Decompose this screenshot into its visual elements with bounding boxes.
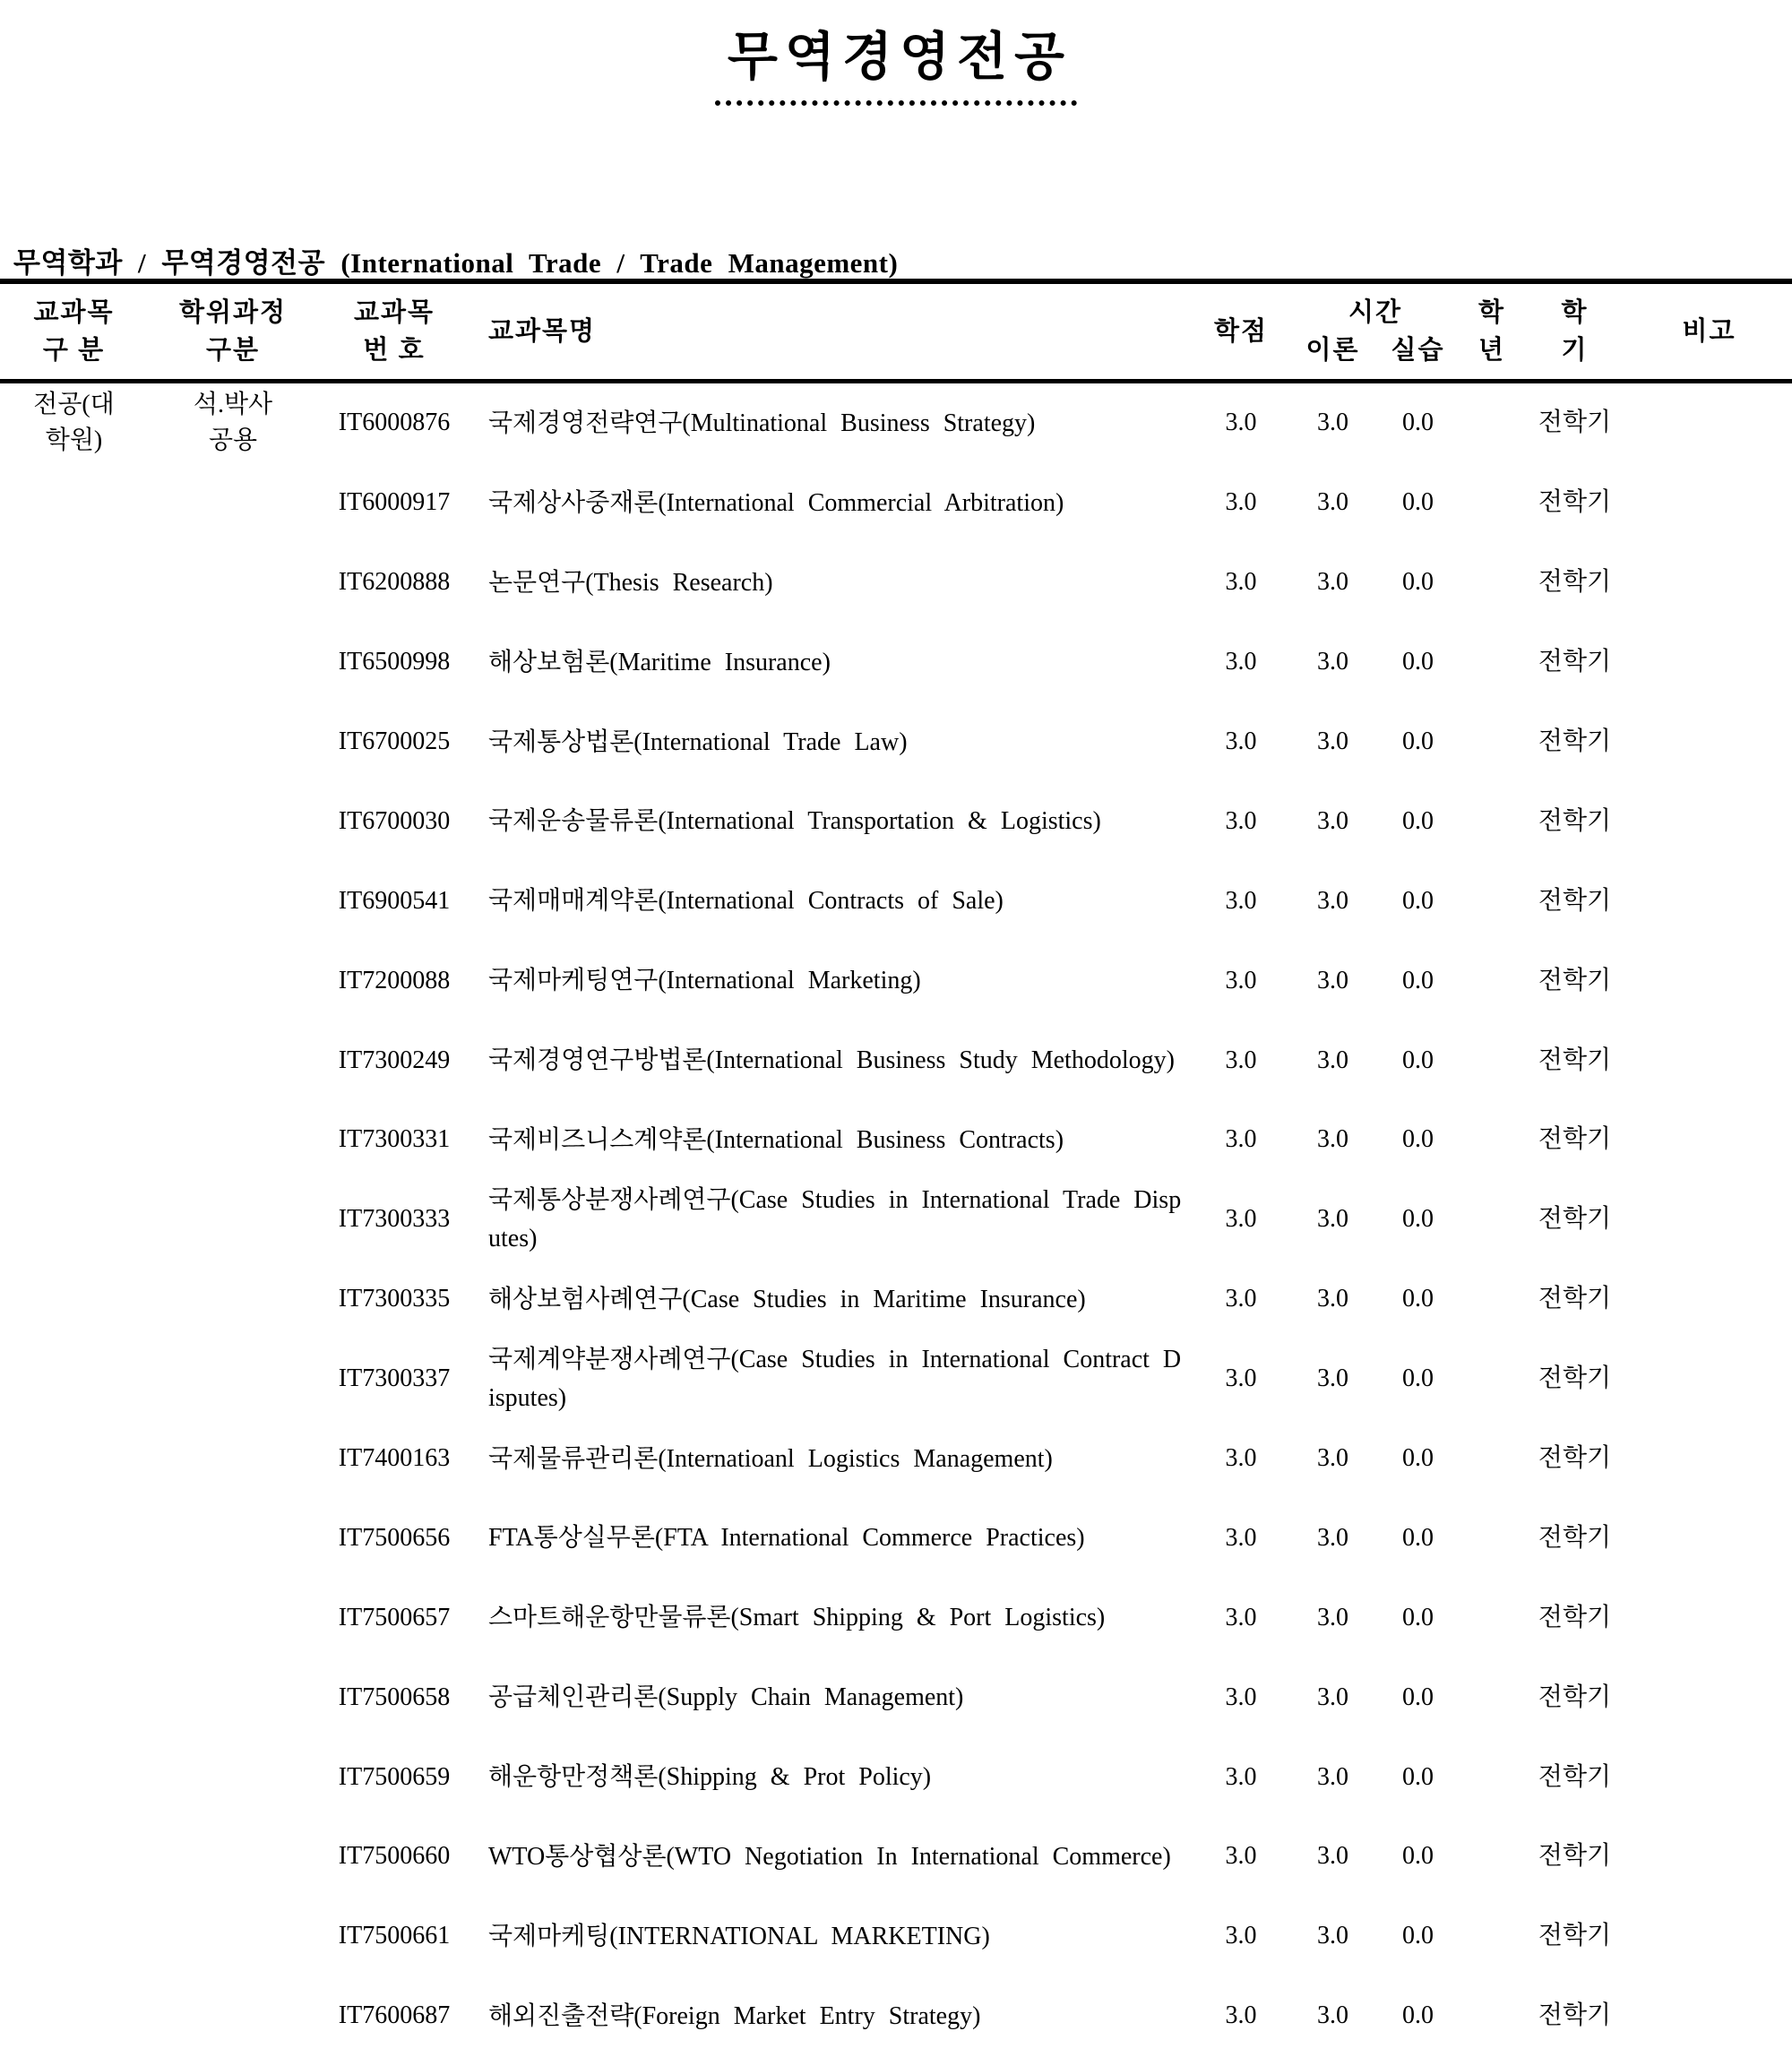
cell-year bbox=[1460, 941, 1523, 1020]
cell-credits: 3.0 bbox=[1225, 966, 1257, 994]
cell-course-category bbox=[0, 1020, 148, 1100]
header-degree-program-line2: 구분 bbox=[205, 336, 261, 365]
cell-year bbox=[1460, 1657, 1523, 1737]
cell-practice-hours: 0.0 bbox=[1402, 1046, 1434, 1074]
cell-remarks bbox=[1626, 1817, 1792, 1897]
cell-course-name-wrap bbox=[470, 1578, 1192, 1657]
cell-year bbox=[1460, 1180, 1523, 1260]
cell-remarks bbox=[1626, 941, 1792, 1020]
cell-semester: 전학기 bbox=[1538, 488, 1612, 517]
table-row bbox=[0, 1897, 1792, 1976]
cell-course-name-wrap bbox=[470, 1976, 1192, 2056]
cell-course-name: 해상보험사례연구(Case Studies in Maritime Insurance) bbox=[488, 1285, 1086, 1313]
cell-semester: 전학기 bbox=[1538, 568, 1612, 597]
cell-year bbox=[1460, 1976, 1523, 2056]
cell-remarks bbox=[1626, 1578, 1792, 1657]
cell-year bbox=[1460, 1419, 1523, 1499]
cell-course-category bbox=[0, 1817, 148, 1897]
cell-year bbox=[1460, 1817, 1523, 1897]
header-semester-line2: 기 bbox=[1561, 336, 1589, 365]
cell-theory-hours: 3.0 bbox=[1317, 648, 1348, 676]
cell-theory-hours: 3.0 bbox=[1317, 488, 1348, 517]
cell-course-category: 전공(대 학원) bbox=[33, 391, 115, 455]
cell-semester: 전학기 bbox=[1538, 806, 1612, 835]
table-row bbox=[0, 1260, 1792, 1339]
cell-theory-hours: 3.0 bbox=[1317, 1603, 1348, 1631]
cell-credits: 3.0 bbox=[1225, 806, 1257, 835]
cell-year bbox=[1460, 1897, 1523, 1976]
cell-credits: 3.0 bbox=[1225, 727, 1257, 755]
cell-theory-hours: 3.0 bbox=[1317, 1285, 1348, 1313]
cell-course-number: IT6700025 bbox=[338, 727, 451, 755]
cell-semester: 전학기 bbox=[1538, 1603, 1612, 1631]
table-row bbox=[0, 1419, 1792, 1499]
cell-credits: 3.0 bbox=[1225, 1125, 1257, 1154]
cell-remarks bbox=[1626, 702, 1792, 782]
header-hours: 시간 bbox=[1348, 298, 1403, 327]
cell-course-name-wrap bbox=[470, 1260, 1192, 1339]
cell-course-number: IT6000876 bbox=[338, 409, 451, 437]
cell-credits: 3.0 bbox=[1225, 1205, 1257, 1234]
cell-course-number: IT7500659 bbox=[338, 1762, 451, 1791]
cell-course-name: 국제통상법론(International Trade Law) bbox=[488, 727, 908, 756]
header-theory: 이론 bbox=[1305, 336, 1360, 365]
cell-course-name-wrap bbox=[470, 1419, 1192, 1499]
cell-course-name: 국제경영전략연구(Multinational Business Strategy) bbox=[488, 409, 1036, 437]
cell-course-name-wrap bbox=[470, 1897, 1192, 1976]
cell-theory-hours: 3.0 bbox=[1317, 1046, 1348, 1074]
cell-course-number: IT7600687 bbox=[338, 2001, 451, 2030]
header-course-category-line2: 구 분 bbox=[42, 336, 106, 365]
cell-course-name: 국제마케팅(INTERNATIONAL MARKETING) bbox=[488, 1922, 990, 1950]
cell-course-name: 국제계약분쟁사례연구(Case Studies in International Contract Disputes) bbox=[488, 1346, 1182, 1413]
cell-course-number: IT6700030 bbox=[338, 806, 451, 835]
cell-credits: 3.0 bbox=[1225, 1046, 1257, 1074]
table-row bbox=[0, 1180, 1792, 1260]
header-hours-group bbox=[1290, 284, 1460, 379]
cell-course-category bbox=[0, 941, 148, 1020]
cell-course-name: 국제매매계약론(International Contracts of Sale) bbox=[488, 887, 1004, 916]
cell-remarks bbox=[1626, 781, 1792, 861]
cell-practice-hours: 0.0 bbox=[1402, 648, 1434, 676]
cell-degree-program bbox=[148, 1578, 318, 1657]
cell-remarks bbox=[1626, 1737, 1792, 1817]
cell-remarks bbox=[1626, 1419, 1792, 1499]
cell-remarks bbox=[1626, 543, 1792, 623]
cell-course-category bbox=[0, 1737, 148, 1817]
cell-credits: 3.0 bbox=[1225, 1762, 1257, 1791]
cell-practice-hours: 0.0 bbox=[1402, 1523, 1434, 1552]
cell-semester: 전학기 bbox=[1538, 886, 1612, 915]
cell-degree-program: 석.박사 공용 bbox=[193, 391, 273, 455]
cell-course-name: 국제경영연구방법론(International Business Study Methodology) bbox=[488, 1046, 1175, 1075]
cell-course-name: 해운항만정책론(Shipping & Prot Policy) bbox=[488, 1763, 932, 1792]
header-course-number bbox=[318, 284, 470, 379]
cell-course-category bbox=[0, 1339, 148, 1419]
cell-practice-hours: 0.0 bbox=[1402, 1285, 1434, 1313]
cell-year bbox=[1460, 1260, 1523, 1339]
cell-course-name: FTA통상실무론(FTA International Commerce Practices) bbox=[488, 1524, 1085, 1553]
cell-course-name-wrap bbox=[470, 463, 1192, 543]
cell-year bbox=[1460, 1100, 1523, 1180]
cell-practice-hours: 0.0 bbox=[1402, 409, 1434, 437]
header-year-line1: 학 bbox=[1478, 298, 1505, 327]
cell-theory-hours: 3.0 bbox=[1317, 1364, 1348, 1393]
header-year bbox=[1460, 284, 1523, 379]
cell-course-number: IT7500658 bbox=[338, 1683, 451, 1711]
page-title: 무역경영전공 bbox=[715, 14, 1077, 106]
cell-year bbox=[1460, 463, 1523, 543]
cell-course-name: 논문연구(Thesis Research) bbox=[488, 568, 773, 597]
cell-semester: 전학기 bbox=[1538, 1762, 1612, 1791]
cell-year bbox=[1460, 543, 1523, 623]
cell-credits: 3.0 bbox=[1225, 1842, 1257, 1871]
cell-course-number: IT7200088 bbox=[338, 966, 451, 994]
cell-practice-hours: 0.0 bbox=[1402, 568, 1434, 597]
cell-credits: 3.0 bbox=[1225, 1922, 1257, 1950]
cell-degree-program bbox=[148, 1498, 318, 1578]
cell-semester: 전학기 bbox=[1538, 1683, 1612, 1711]
table-row bbox=[0, 623, 1792, 702]
cell-year bbox=[1460, 1737, 1523, 1817]
cell-theory-hours: 3.0 bbox=[1317, 966, 1348, 994]
cell-degree-program bbox=[148, 1419, 318, 1499]
cell-theory-hours: 3.0 bbox=[1317, 806, 1348, 835]
table-row bbox=[0, 1817, 1792, 1897]
cell-course-name-wrap bbox=[470, 1180, 1192, 1260]
cell-theory-hours: 3.0 bbox=[1317, 1205, 1348, 1234]
cell-practice-hours: 0.0 bbox=[1402, 1683, 1434, 1711]
cell-course-name-wrap bbox=[470, 543, 1192, 623]
cell-course-number: IT6000917 bbox=[338, 488, 451, 517]
cell-course-category bbox=[0, 1578, 148, 1657]
cell-remarks bbox=[1626, 1260, 1792, 1339]
cell-remarks bbox=[1626, 1657, 1792, 1737]
header-course-category-line1: 교과목 bbox=[33, 298, 115, 327]
cell-course-name-wrap bbox=[470, 1498, 1192, 1578]
cell-course-name: 국제비즈니스계약론(International Business Contracts) bbox=[488, 1125, 1064, 1154]
cell-course-name: 국제상사중재론(International Commercial Arbitration) bbox=[488, 488, 1064, 517]
cell-remarks bbox=[1626, 1897, 1792, 1976]
cell-remarks bbox=[1626, 1100, 1792, 1180]
cell-degree-program bbox=[148, 1339, 318, 1419]
cell-practice-hours: 0.0 bbox=[1402, 1603, 1434, 1631]
table-row bbox=[0, 1657, 1792, 1737]
cell-course-category bbox=[0, 1100, 148, 1180]
cell-credits: 3.0 bbox=[1225, 1285, 1257, 1313]
cell-course-name-wrap bbox=[470, 1737, 1192, 1817]
cell-year bbox=[1460, 1578, 1523, 1657]
section-heading: 무역학과 / 무역경영전공 (International Trade / Trade Management) bbox=[13, 247, 899, 279]
cell-remarks bbox=[1626, 1180, 1792, 1260]
cell-course-name-wrap bbox=[470, 1339, 1192, 1419]
cell-practice-hours: 0.0 bbox=[1402, 1444, 1434, 1473]
cell-practice-hours: 0.0 bbox=[1402, 886, 1434, 915]
header-course-category bbox=[0, 284, 148, 379]
cell-course-name-wrap bbox=[470, 941, 1192, 1020]
cell-practice-hours: 0.0 bbox=[1402, 488, 1434, 517]
cell-course-category bbox=[0, 1657, 148, 1737]
cell-practice-hours: 0.0 bbox=[1402, 1762, 1434, 1791]
cell-degree-program bbox=[148, 702, 318, 782]
cell-year bbox=[1460, 702, 1523, 782]
cell-remarks bbox=[1626, 1020, 1792, 1100]
cell-degree-program bbox=[148, 781, 318, 861]
table-row bbox=[0, 941, 1792, 1020]
cell-course-category bbox=[0, 623, 148, 702]
cell-course-number: IT7300333 bbox=[338, 1205, 451, 1234]
cell-semester: 전학기 bbox=[1538, 1285, 1612, 1313]
cell-remarks bbox=[1626, 861, 1792, 941]
cell-practice-hours: 0.0 bbox=[1402, 806, 1434, 835]
cell-course-name-wrap bbox=[470, 1020, 1192, 1100]
table-row bbox=[0, 781, 1792, 861]
cell-course-name: 스마트해운항만물류론(Smart Shipping & Port Logistics) bbox=[488, 1604, 1106, 1632]
cell-remarks bbox=[1626, 463, 1792, 543]
cell-credits: 3.0 bbox=[1225, 409, 1257, 437]
cell-course-name-wrap bbox=[470, 1817, 1192, 1897]
table-row bbox=[0, 543, 1792, 623]
table-row bbox=[0, 861, 1792, 941]
header-course-number-line2: 번 호 bbox=[363, 336, 426, 365]
cell-semester: 전학기 bbox=[1538, 1205, 1612, 1234]
table-row bbox=[0, 1100, 1792, 1180]
cell-degree-program bbox=[148, 941, 318, 1020]
cell-course-name-wrap bbox=[470, 623, 1192, 702]
cell-course-category bbox=[0, 1180, 148, 1260]
cell-course-category bbox=[0, 1498, 148, 1578]
cell-course-category bbox=[0, 1419, 148, 1499]
table-row bbox=[0, 702, 1792, 782]
table-body bbox=[0, 383, 1792, 2056]
cell-semester: 전학기 bbox=[1538, 1842, 1612, 1871]
cell-degree-program bbox=[148, 1100, 318, 1180]
cell-degree-program bbox=[148, 623, 318, 702]
cell-theory-hours: 3.0 bbox=[1317, 409, 1348, 437]
cell-course-name: 국제마케팅연구(International Marketing) bbox=[488, 967, 921, 995]
cell-theory-hours: 3.0 bbox=[1317, 2001, 1348, 2030]
cell-course-category bbox=[0, 1976, 148, 2056]
cell-course-number: IT7500661 bbox=[338, 1922, 451, 1950]
cell-remarks bbox=[1626, 1339, 1792, 1419]
cell-credits: 3.0 bbox=[1225, 648, 1257, 676]
table-row bbox=[0, 1339, 1792, 1419]
cell-degree-program bbox=[148, 861, 318, 941]
cell-course-category bbox=[0, 1897, 148, 1976]
cell-course-name-wrap bbox=[470, 781, 1192, 861]
cell-course-name-wrap bbox=[470, 1100, 1192, 1180]
table-row bbox=[0, 1976, 1792, 2056]
cell-course-number: IT7500656 bbox=[338, 1523, 451, 1552]
header-semester-line1: 학 bbox=[1561, 298, 1589, 327]
cell-course-name: 해상보험론(Maritime Insurance) bbox=[488, 648, 831, 676]
cell-degree-program bbox=[148, 1976, 318, 2056]
cell-course-category bbox=[0, 463, 148, 543]
cell-course-name: WTO통상협상론(WTO Negotiation In International Commerce) bbox=[488, 1842, 1171, 1871]
cell-remarks bbox=[1626, 1976, 1792, 2056]
cell-year bbox=[1460, 781, 1523, 861]
cell-course-number: IT7300331 bbox=[338, 1125, 451, 1154]
cell-course-number: IT7300337 bbox=[338, 1364, 451, 1393]
cell-semester: 전학기 bbox=[1538, 727, 1612, 755]
table-row bbox=[0, 1578, 1792, 1657]
title-block bbox=[0, 14, 1792, 106]
cell-practice-hours: 0.0 bbox=[1402, 1842, 1434, 1871]
cell-credits: 3.0 bbox=[1225, 1683, 1257, 1711]
header-degree-program-line1: 학위과정 bbox=[178, 298, 288, 327]
cell-course-name: 국제통상분쟁사례연구(Case Studies in International Trade Disputes) bbox=[488, 1186, 1182, 1253]
table-row bbox=[0, 463, 1792, 543]
cell-semester: 전학기 bbox=[1538, 1922, 1612, 1950]
cell-credits: 3.0 bbox=[1225, 488, 1257, 517]
cell-course-name-wrap bbox=[470, 1657, 1192, 1737]
cell-semester: 전학기 bbox=[1538, 1364, 1612, 1393]
cell-semester: 전학기 bbox=[1538, 1125, 1612, 1154]
cell-year bbox=[1460, 1020, 1523, 1100]
cell-theory-hours: 3.0 bbox=[1317, 727, 1348, 755]
cell-degree-program bbox=[148, 1897, 318, 1976]
cell-theory-hours: 3.0 bbox=[1317, 1762, 1348, 1791]
cell-theory-hours: 3.0 bbox=[1317, 568, 1348, 597]
cell-credits: 3.0 bbox=[1225, 886, 1257, 915]
cell-course-category bbox=[0, 861, 148, 941]
cell-course-number: IT7300249 bbox=[338, 1046, 451, 1074]
cell-degree-program bbox=[148, 463, 318, 543]
cell-theory-hours: 3.0 bbox=[1317, 886, 1348, 915]
cell-theory-hours: 3.0 bbox=[1317, 1125, 1348, 1154]
cell-course-name-wrap bbox=[470, 861, 1192, 941]
cell-credits: 3.0 bbox=[1225, 2001, 1257, 2030]
cell-practice-hours: 0.0 bbox=[1402, 1125, 1434, 1154]
cell-course-category bbox=[0, 543, 148, 623]
header-course-number-line1: 교과목 bbox=[353, 298, 435, 327]
table-header bbox=[0, 284, 1792, 379]
cell-credits: 3.0 bbox=[1225, 568, 1257, 597]
cell-practice-hours: 0.0 bbox=[1402, 1364, 1434, 1393]
cell-year bbox=[1460, 1498, 1523, 1578]
header-credits: 학점 bbox=[1213, 317, 1269, 346]
cell-theory-hours: 3.0 bbox=[1317, 1523, 1348, 1552]
cell-theory-hours: 3.0 bbox=[1317, 1922, 1348, 1950]
cell-course-number: IT7500660 bbox=[338, 1842, 451, 1871]
cell-course-name: 해외진출전략(Foreign Market Entry Strategy) bbox=[488, 2001, 981, 2030]
cell-semester: 전학기 bbox=[1538, 648, 1612, 676]
cell-year bbox=[1460, 623, 1523, 702]
cell-credits: 3.0 bbox=[1225, 1444, 1257, 1473]
cell-semester: 전학기 bbox=[1538, 2001, 1612, 2030]
cell-course-category bbox=[0, 781, 148, 861]
header-remarks: 비고 bbox=[1682, 317, 1736, 346]
cell-course-number: IT6200888 bbox=[338, 568, 451, 597]
cell-course-number: IT6900541 bbox=[338, 886, 451, 915]
table-row bbox=[0, 1737, 1792, 1817]
cell-practice-hours: 0.0 bbox=[1402, 727, 1434, 755]
cell-course-number: IT7400163 bbox=[338, 1444, 451, 1473]
cell-course-number: IT7500657 bbox=[338, 1603, 451, 1631]
header-course-name: 교과목명 bbox=[488, 317, 597, 346]
cell-practice-hours: 0.0 bbox=[1402, 966, 1434, 994]
cell-semester: 전학기 bbox=[1538, 1444, 1612, 1473]
cell-course-name: 공급체인관리론(Supply Chain Management) bbox=[488, 1683, 964, 1712]
cell-credits: 3.0 bbox=[1225, 1523, 1257, 1552]
cell-practice-hours: 0.0 bbox=[1402, 1205, 1434, 1234]
cell-degree-program bbox=[148, 1657, 318, 1737]
cell-degree-program bbox=[148, 1260, 318, 1339]
cell-semester: 전학기 bbox=[1538, 409, 1612, 437]
cell-remarks bbox=[1626, 383, 1792, 463]
cell-credits: 3.0 bbox=[1225, 1364, 1257, 1393]
cell-course-category bbox=[0, 702, 148, 782]
cell-degree-program bbox=[148, 1817, 318, 1897]
cell-degree-program bbox=[148, 1180, 318, 1260]
cell-semester: 전학기 bbox=[1538, 1046, 1612, 1074]
cell-course-category bbox=[0, 1260, 148, 1339]
cell-year bbox=[1460, 861, 1523, 941]
cell-practice-hours: 0.0 bbox=[1402, 1922, 1434, 1950]
cell-course-name-wrap bbox=[470, 702, 1192, 782]
table-row bbox=[0, 383, 1792, 463]
cell-semester: 전학기 bbox=[1538, 966, 1612, 994]
cell-remarks bbox=[1626, 623, 1792, 702]
cell-theory-hours: 3.0 bbox=[1317, 1444, 1348, 1473]
cell-theory-hours: 3.0 bbox=[1317, 1842, 1348, 1871]
cell-credits: 3.0 bbox=[1225, 1603, 1257, 1631]
cell-practice-hours: 0.0 bbox=[1402, 2001, 1434, 2030]
header-practice: 실습 bbox=[1391, 336, 1445, 365]
header-semester bbox=[1523, 284, 1626, 379]
cell-course-number: IT7300335 bbox=[338, 1285, 451, 1313]
cell-degree-program bbox=[148, 543, 318, 623]
cell-theory-hours: 3.0 bbox=[1317, 1683, 1348, 1711]
cell-degree-program bbox=[148, 1737, 318, 1817]
cell-course-name: 국제운송물류론(International Transportation & Logistics) bbox=[488, 807, 1101, 836]
header-year-line2: 년 bbox=[1478, 336, 1505, 365]
cell-year bbox=[1460, 383, 1523, 463]
cell-course-name-wrap bbox=[470, 383, 1192, 463]
cell-semester: 전학기 bbox=[1538, 1523, 1612, 1552]
cell-degree-program bbox=[148, 1020, 318, 1100]
cell-year bbox=[1460, 1339, 1523, 1419]
cell-course-number: IT6500998 bbox=[338, 648, 451, 676]
cell-course-name: 국제물류관리론(Internatioanl Logistics Management) bbox=[488, 1444, 1053, 1473]
header-degree-program bbox=[148, 284, 318, 379]
table-row bbox=[0, 1020, 1792, 1100]
cell-remarks bbox=[1626, 1498, 1792, 1578]
table-row bbox=[0, 1498, 1792, 1578]
